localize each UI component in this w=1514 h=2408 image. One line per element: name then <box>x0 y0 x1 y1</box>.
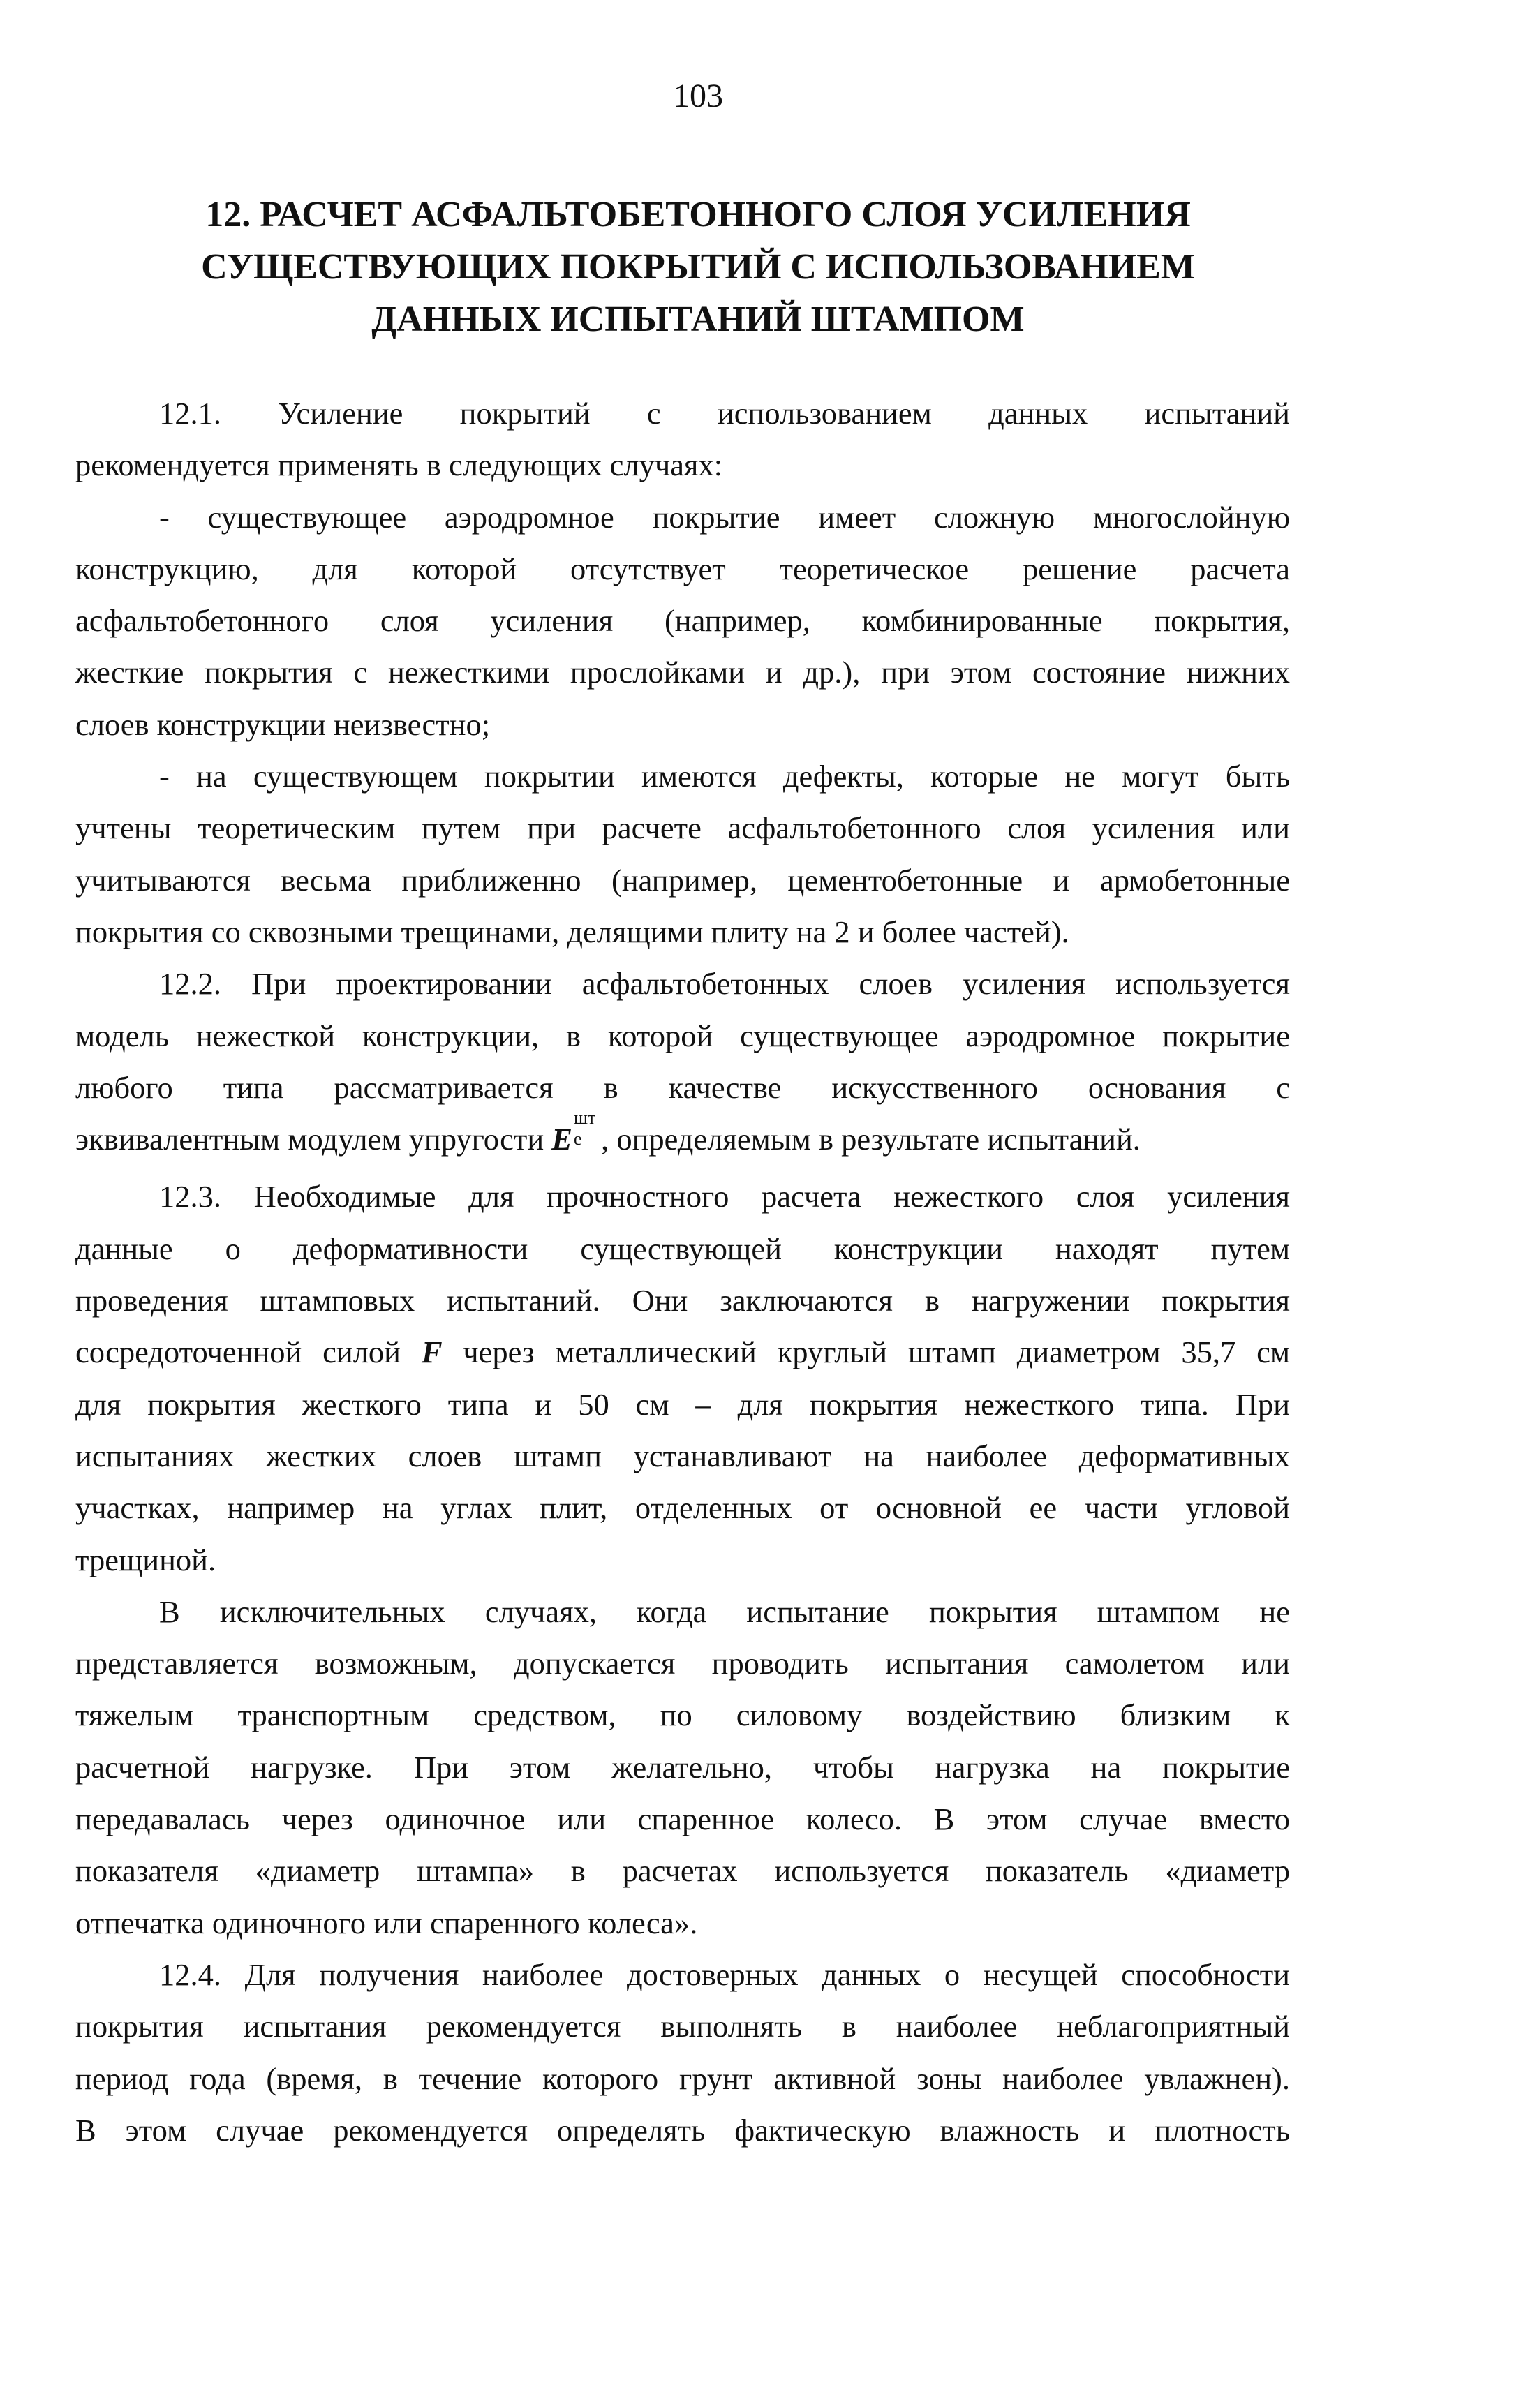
text-line: покрытия со сквозными трещинами, делящими плиту на 2 и более частей). <box>75 914 1069 949</box>
text-line: представляется возможным, допускается проводить испытания самолетом или <box>75 1646 1290 1681</box>
text-line <box>75 1326 1290 1378</box>
text-line: для покрытия жесткого типа и 50 см – для покрытия нежесткого типа. При <box>75 1386 1290 1422</box>
modulus-symbol: E <box>551 1122 572 1157</box>
paragraph-12-4 <box>75 1949 1290 2156</box>
modulus-superscript: шт <box>573 1108 596 1129</box>
text-line: учитываются весьма приближенно (например, цементобетонные и армобетонные <box>75 862 1290 898</box>
text-line: отпечатка одиночного или спаренного колеса». <box>75 1905 698 1940</box>
text-line: конструкцию, для которой отсутствует теоретическое решение расчета <box>75 551 1290 586</box>
modulus-subscript: e <box>573 1129 582 1150</box>
text-line: асфальтобетонного слоя усиления (например, комбинированные покрытия, <box>75 603 1290 639</box>
text-line: трещиной. <box>75 1542 216 1577</box>
body-text <box>75 387 1290 2156</box>
text-line: 12.1. Усиление покрытий с использованием данных испытаний <box>159 396 1290 431</box>
list-item-2 <box>75 750 1290 958</box>
text-line: испытаниях жестких слоев штамп устанавливают на наиболее деформативных <box>75 1438 1290 1473</box>
text-line: 12.3. Необходимые для прочностного расчета нежесткого слоя усиления <box>159 1179 1290 1214</box>
text-line: тяжелым транспортным средством, по силовому воздействию близким к <box>75 1697 1290 1733</box>
text-line: 12.4. Для получения наиболее достоверных данных о несущей способности <box>159 1956 1290 1992</box>
text-line <box>75 1108 1290 1165</box>
text-line: В этом случае рекомендуется определять фактическую влажность и плотность <box>75 2112 1290 2148</box>
paragraph-12-2 <box>75 958 1290 1165</box>
text-line: покрытия испытания рекомендуется выполнять в наиболее неблагоприятный <box>75 2009 1290 2044</box>
list-item-1 <box>75 491 1290 750</box>
text-line: любого типа рассматривается в качестве искусственного основания с <box>75 1069 1290 1105</box>
text-line: - на существующем покрытии имеются дефекты, которые не могут быть <box>159 759 1290 794</box>
heading-line-3: ДАННЫХ ИСПЫТАНИЙ ШТАМПОМ <box>371 299 1025 339</box>
paragraph-exceptional-cases <box>75 1586 1290 1949</box>
text-line: проведения штамповых испытаний. Они заключаются в нагружении покрытия <box>75 1283 1290 1318</box>
text-line: рекомендуется применять в следующих случаях: <box>75 447 723 483</box>
text-fragment: через металлический круглый штамп диаметром 35,7 см <box>442 1335 1291 1370</box>
text-line: период года (время, в течение которого грунт активной зоны наиболее увлажнен). <box>75 2060 1290 2096</box>
text-fragment: эквивалентным модулем упругости <box>75 1122 552 1157</box>
text-line: модель нежесткой конструкции, в которой существующее аэродромное покрытие <box>75 1018 1290 1053</box>
text-line: передавалась через одиночное или спаренное колесо. В этом случае вместо <box>75 1801 1290 1837</box>
text-line: данные о деформативности существующей конструкции находят путем <box>75 1231 1290 1266</box>
text-line: участках, например на углах плит, отделенных от основной ее части угловой <box>75 1490 1290 1526</box>
heading-line-1: 12. РАСЧЕТ АСФАЛЬТОБЕТОННОГО СЛОЯ УСИЛЕНИЯ <box>205 195 1191 235</box>
text-line: показателя «диаметр штампа» в расчетах используется показатель «диаметр <box>75 1853 1290 1889</box>
text-fragment: , определяемым в результате испытаний. <box>593 1122 1141 1157</box>
text-line: слоев конструкции неизвестно; <box>75 706 491 742</box>
text-line: учтены теоретическим путем при расчете асфальтобетонного слоя усиления или <box>75 810 1290 846</box>
force-symbol: F <box>421 1335 443 1370</box>
section-heading <box>70 188 1326 345</box>
paragraph-12-3 <box>75 1170 1290 1585</box>
text-line: - существующее аэродромное покрытие имеет сложную многослойную <box>159 499 1290 535</box>
text-line: расчетной нагрузке. При этом желательно, чтобы нагрузка на покрытие <box>75 1749 1290 1785</box>
text-line: 12.2. При проектировании асфальтобетонных слоев усиления используется <box>159 966 1290 1002</box>
text-line: В исключительных случаях, когда испытание покрытия штампом не <box>159 1593 1290 1629</box>
paragraph-12-1 <box>75 387 1290 491</box>
heading-line-2: СУЩЕСТВУЮЩИХ ПОКРЫТИЙ С ИСПОЛЬЗОВАНИЕМ <box>201 247 1195 287</box>
page-number: 103 <box>673 77 723 114</box>
text-line: жесткие покрытия с нежесткими прослойками и др.), при этом состояние нижних <box>75 655 1290 690</box>
text-fragment: сосредоточенной силой <box>75 1335 422 1370</box>
